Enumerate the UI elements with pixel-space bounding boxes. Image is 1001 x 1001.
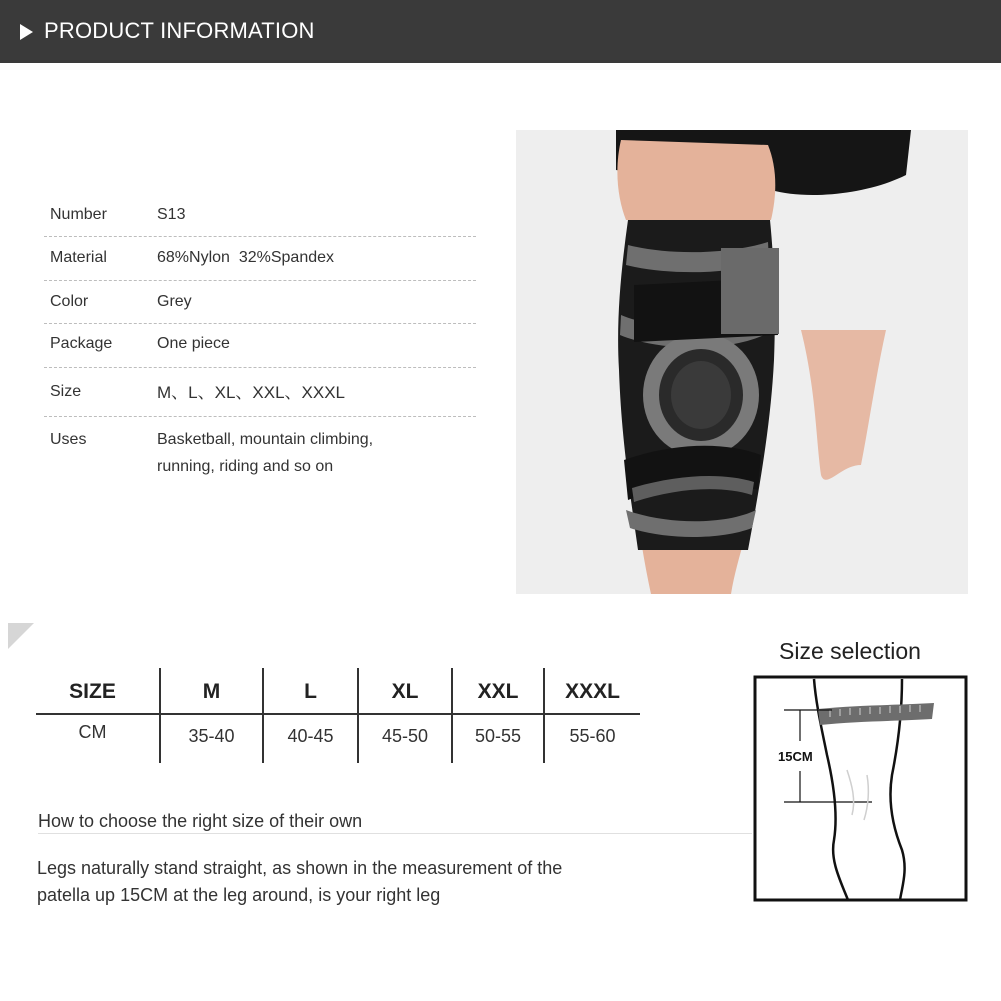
- spec-label: Number: [50, 206, 107, 223]
- product-photo: [516, 130, 968, 594]
- spec-label: Size: [50, 383, 82, 400]
- table-divider: [36, 713, 640, 715]
- cm-label: CM: [78, 722, 107, 742]
- size-column-xxxl: XXXL: [565, 680, 620, 703]
- spec-value: Basketball, mountain climbing,: [157, 431, 374, 448]
- measurement-diagram: [752, 675, 969, 904]
- cm-value-xxxl: 55-60: [569, 726, 616, 746]
- size-column-xl: XL: [391, 680, 419, 703]
- size-selection-title: Size selection: [779, 638, 921, 664]
- guide-text: [37, 855, 677, 909]
- spec-value-continued: running, riding and so on: [157, 458, 334, 475]
- size-column-xxl: XXL: [477, 680, 519, 703]
- back-leg: [801, 330, 886, 480]
- spec-label: Package: [50, 335, 113, 352]
- spec-value: One piece: [157, 335, 230, 352]
- spec-divider: [44, 323, 476, 324]
- spec-value: M、L、XL、XXL、XXXL: [157, 383, 346, 402]
- patella-center: [671, 361, 731, 429]
- thigh: [617, 140, 775, 220]
- size-header: SIZE: [69, 680, 116, 703]
- guide-text-line: patella up 15CM at the leg around, is your right leg: [37, 885, 441, 905]
- spec-divider: [44, 367, 476, 368]
- cm-value-l: 40-45: [287, 726, 334, 746]
- strap-tab: [721, 248, 779, 334]
- knee-sleeve-illustration: [516, 130, 968, 594]
- guide-underline: [38, 833, 752, 834]
- size-column-l: L: [304, 680, 317, 703]
- spec-label: Color: [50, 293, 89, 310]
- size-column-m: M: [202, 680, 221, 703]
- spec-divider: [44, 416, 476, 417]
- size-chart: [36, 668, 640, 763]
- spec-divider: [44, 280, 476, 281]
- spec-label: Uses: [50, 431, 87, 448]
- corner-decoration: [8, 623, 34, 649]
- guide-text-line: Legs naturally stand straight, as shown in the measurement of the: [37, 858, 563, 878]
- cm-value-xl: 45-50: [381, 726, 429, 746]
- leg-measurement-illustration: [752, 675, 969, 904]
- spec-value: 68%Nylon 32%Spandex: [157, 249, 335, 266]
- spec-divider: [44, 236, 476, 237]
- spec-label: Material: [50, 249, 107, 266]
- header-title: PRODUCT INFORMATION: [44, 18, 315, 43]
- page-header: [0, 0, 1001, 63]
- measure-label: 15CM: [778, 749, 813, 764]
- cm-value-xxl: 50-55: [474, 726, 522, 746]
- cm-value-m: 35-40: [188, 726, 235, 746]
- play-arrow-icon: [20, 24, 33, 40]
- spec-value: Grey: [157, 293, 192, 310]
- guide-title: How to choose the right size of their own: [38, 811, 363, 831]
- spec-value: S13: [157, 206, 186, 223]
